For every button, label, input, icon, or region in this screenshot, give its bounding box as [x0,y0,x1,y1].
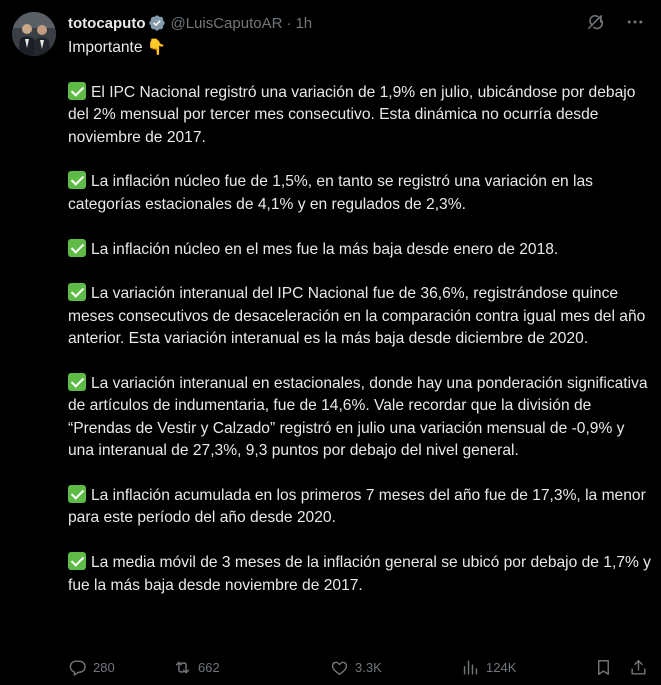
check-mark-icon [68,171,86,189]
paragraph-text: La inflación acumulada en los primeros 7 meses del año fue de 17,3%, la menor para este período del año desde 2020. [68,487,646,527]
tweet-paragraph [68,171,653,216]
bookmark-button[interactable] [594,658,613,677]
views-icon [461,658,480,677]
like-button[interactable] [330,658,382,677]
views-button[interactable] [461,658,516,677]
bookmark-icon [594,658,613,677]
verified-badge-icon [148,14,166,32]
tweet-intro [68,36,653,59]
paragraph-text: La variación interanual en estacionales, donde hay una ponderación significativa de artículos de indumentaria, fue de 14,6%. Vale recordar que la división de “Prendas de Vestir y Calzado” registró en julio una variación mensual de -0,9% y una interanual de 27,3%, 9,3 puntos por debajo del nivel general. [68,375,648,460]
reply-icon [68,658,87,677]
pointing-down-emoji: 👇 [146,38,167,56]
check-mark-icon [68,283,86,301]
separator-dot: · [286,14,292,32]
top-actions [585,12,645,32]
check-mark-icon [68,485,86,503]
more-icon[interactable] [625,12,645,32]
tweet-text [68,36,653,597]
grok-icon[interactable] [585,12,605,32]
share-icon [629,658,648,677]
views-count: 124K [486,660,517,675]
reply-count: 280 [93,660,115,675]
check-mark-icon [68,239,86,257]
like-count: 3.3K [355,660,382,675]
repost-count: 662 [198,660,220,675]
display-name[interactable]: totocaputo [68,14,146,32]
tweet-header [68,12,312,34]
check-mark-icon [68,82,86,100]
tweet-paragraph [68,373,653,463]
paragraph-text: La media móvil de 3 meses de la inflación general se ubicó por debajo de 1,7% y fue la más baja desde noviembre de 2017. [68,554,651,594]
intro-text: Importante [68,39,143,56]
timestamp[interactable]: 1h [295,14,313,32]
check-mark-icon [68,373,86,391]
paragraph-text: La inflación núcleo fue de 1,5%, en tanto se registró una variación en las categorías estacionales de 4,1% y en regulados de 2,3%. [68,173,593,213]
tweet-paragraph [68,283,653,350]
paragraph-text: El IPC Nacional registró una variación de 1,9% en julio, ubicándose por debajo del 2% mensual por tercer mes consecutivo. Esta dinámica no ocurría desde noviembre de 2017. [68,83,636,146]
tweet-paragraph [68,485,653,530]
avatar[interactable] [12,12,56,56]
tweet-paragraph [68,239,653,261]
reply-button[interactable] [68,658,115,677]
repost-button[interactable] [173,658,220,677]
action-bar [68,656,653,680]
repost-icon [173,658,192,677]
share-button[interactable] [629,658,648,677]
check-mark-icon [68,552,86,570]
tweet-paragraph [68,82,653,149]
user-handle[interactable]: @LuisCaputoAR [170,14,283,32]
tweet-paragraph [68,552,653,597]
paragraph-text: La inflación núcleo en el mes fue la más baja desde enero de 2018. [91,240,559,258]
paragraph-text: La variación interanual del IPC Nacional fue de 36,6%, registrándose quince meses consecutivos de desaceleración en la comparación contra igual mes del año anterior. Esta variación interanual es la más baja desde diciembre de 2020. [68,285,646,348]
like-icon [330,658,349,677]
